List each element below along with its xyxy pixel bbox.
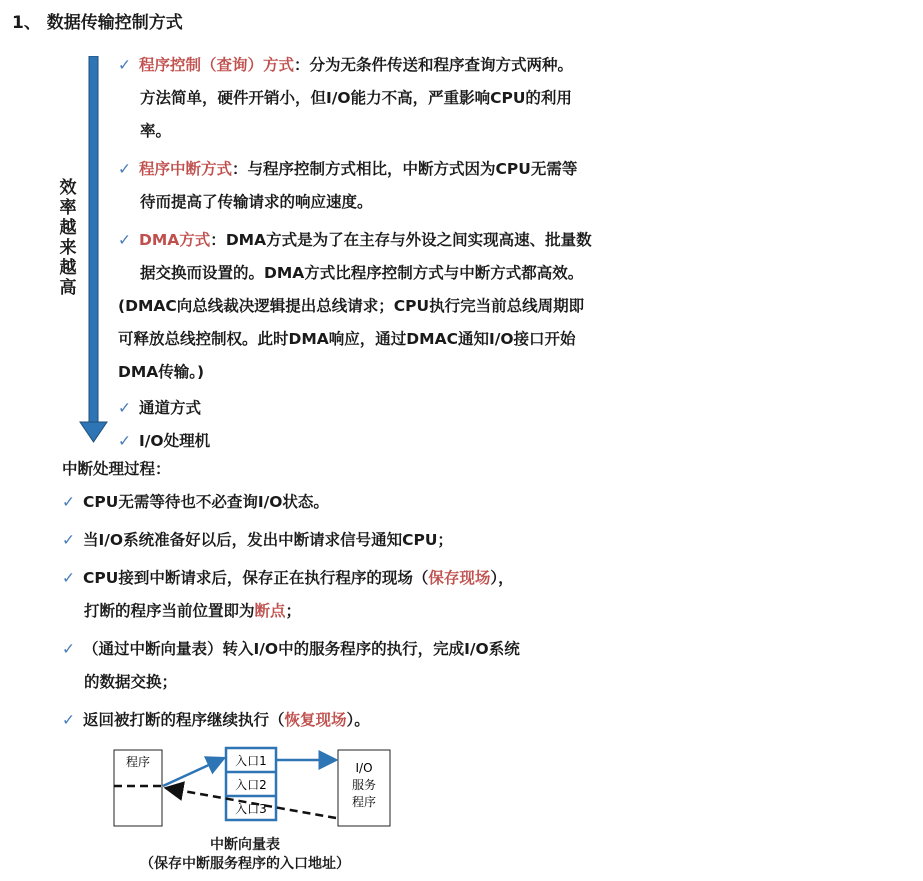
check-icon: ✓ (118, 231, 131, 249)
highlight-term: 恢复现场 (284, 711, 347, 729)
list-item (62, 633, 520, 666)
list-item (118, 224, 592, 257)
program-label: 程序 (125, 755, 151, 769)
highlight-term: 保存现场 (428, 569, 491, 587)
check-icon: ✓ (62, 640, 75, 658)
step-text: （通过中断向量表）转入I/O中的服务程序的执行，完成I/O系统 (83, 640, 520, 658)
step-text: CPU无需等待也不必查询I/O状态。 (83, 493, 329, 511)
method-desc-line: 据交换而设置的。DMA方式比程序控制方式与中断方式都高效。 (140, 264, 584, 282)
step-text: ）。 (346, 711, 370, 729)
interrupt-heading: 中断处理过程： (62, 460, 171, 478)
method-sep: ： (210, 231, 226, 249)
step-continuation (62, 595, 520, 628)
vector-entry: 入口1 (235, 754, 267, 768)
highlight-term: 断点 (254, 602, 286, 620)
check-icon: ✓ (118, 56, 131, 74)
efficiency-label (58, 178, 78, 298)
efficiency-arrow (78, 56, 110, 444)
check-icon: ✓ (62, 569, 75, 587)
step-continuation (62, 666, 520, 699)
step-text: 当I/O系统准备好以后，发出中断请求信号通知CPU； (83, 531, 453, 549)
io-label: 程序 (351, 795, 377, 809)
io-label: 服务 (351, 778, 377, 792)
step-text: ）， (490, 569, 514, 587)
method-desc: 分为无条件传送和程序查询方式两种。 (309, 56, 574, 74)
method-term: 程序中断方式 (139, 160, 233, 178)
methods-list (118, 49, 592, 458)
list-item (62, 562, 520, 595)
method-desc-line: 方法简单，硬件开销小，但I/O能力不高，严重影响CPU的利用 (140, 89, 572, 107)
list-item (118, 153, 592, 186)
diagram-caption: 中断向量表 (210, 837, 280, 853)
method-desc-line: 率。 (140, 122, 172, 140)
list-item (62, 524, 520, 557)
jump-arrow (163, 758, 224, 786)
step-text: 返回被打断的程序继续执行（ (83, 711, 285, 729)
vector-entry: 入口2 (235, 778, 267, 792)
diagram-caption-sub: （保存中断服务程序的入口地址） (140, 856, 350, 872)
step-text: 打断的程序当前位置即为 (84, 602, 255, 620)
check-icon: ✓ (118, 160, 131, 178)
check-icon: ✓ (62, 493, 75, 511)
check-icon: ✓ (118, 432, 131, 450)
method-desc: DMA方式是为了在主存与外设之间实现高速、批量数 (225, 231, 592, 249)
method-term: I/O处理机 (139, 432, 211, 450)
list-item (118, 49, 592, 82)
dma-note-line: DMA传输。) (118, 363, 205, 381)
vector-entry: 入口3 (235, 802, 267, 816)
io-label: I/O (355, 761, 373, 775)
method-term: 通道方式 (139, 399, 202, 417)
check-icon: ✓ (118, 399, 131, 417)
list-item (118, 425, 592, 458)
efficiency-label-text: 效率越来越高 (59, 178, 77, 298)
list-item (62, 486, 520, 519)
method-term: DMA方式 (139, 231, 211, 249)
step-text: ； (285, 602, 302, 620)
dma-note-line: (DMAC向总线裁决逻辑提出总线请求；CPU执行完当前总线周期即 (118, 297, 585, 315)
check-icon: ✓ (62, 711, 75, 729)
list-item (62, 704, 520, 737)
method-sep: ： (232, 160, 248, 178)
step-text: 的数据交换； (84, 673, 178, 691)
section-title: 1、 数据传输控制方式 (12, 13, 183, 33)
method-term: 程序控制（查询）方式 (139, 56, 295, 74)
step-text: CPU接到中断请求后，保存正在执行程序的现场（ (83, 569, 429, 587)
interrupt-steps (62, 486, 520, 737)
method-desc-line: 待而提高了传输请求的响应速度。 (140, 193, 373, 211)
list-item (118, 392, 592, 425)
method-desc: 与程序控制方式相比，中断方式因为CPU无需等 (247, 160, 578, 178)
dma-note-line: 可释放总线控制权。此时DMA响应，通过DMAC通知I/O接口开始 (118, 330, 576, 348)
check-icon: ✓ (62, 531, 75, 549)
method-sep: ： (294, 56, 310, 74)
